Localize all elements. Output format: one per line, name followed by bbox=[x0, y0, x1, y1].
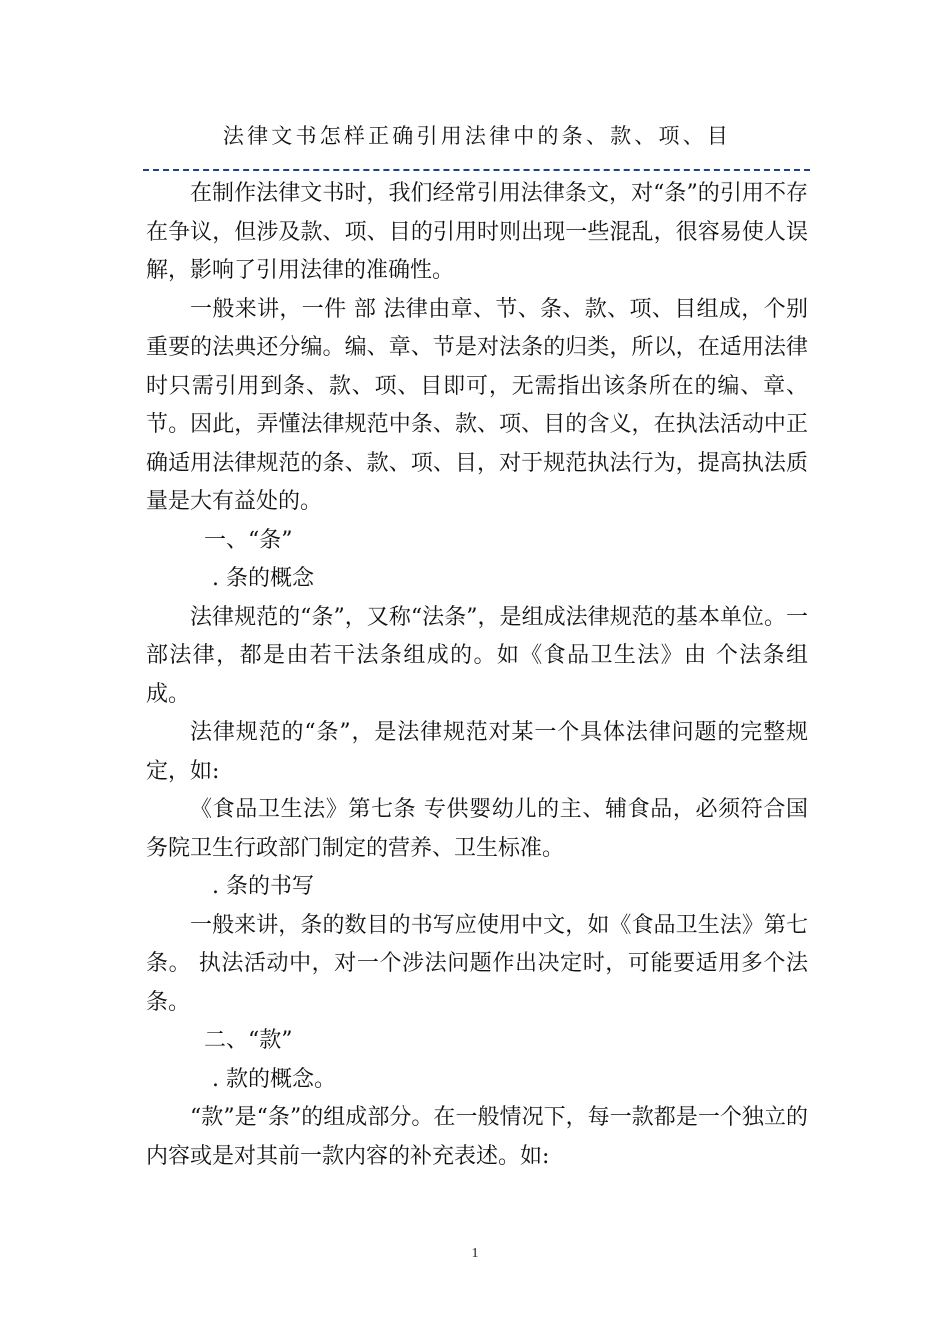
header-divider bbox=[143, 169, 810, 171]
section-heading-kuan: 二、“款” bbox=[204, 1028, 293, 1053]
paragraph-tiao-definition: 法律规范的“条”，又称“法条”，是组成法律规范的基本单位。一部法律，都是由若干法条组成的。如《食品卫生法》由 个法条组成。 bbox=[146, 604, 808, 707]
paragraph-kuan-definition: “款”是“条”的组成部分。在一般情况下，每一款都是一个独立的内容或是对其前一款内容的补充表述。如: bbox=[146, 1105, 808, 1169]
paragraph-tiao-writing: 一般来讲，条的数目的书写应使用中文，如《食品卫生法》第七条。 执法活动中，对一个涉法问题作出决定时，可能要适用多个法条。 bbox=[146, 912, 808, 1015]
subsection-heading-kuan-concept: . 款的概念。 bbox=[212, 1066, 336, 1092]
paragraph-intro: 在制作法律文书时，我们经常引用法律条文，对“条”的引用不存在争议，但涉及款、项、目的引用时则出现一些混乱，很容易使人误解，影响了引用法律的准确性。 bbox=[146, 181, 808, 283]
subsection-heading-tiao-writing: . 条的书写 bbox=[212, 874, 314, 899]
section-heading-tiao: 一、“条” bbox=[204, 527, 293, 553]
page-header bbox=[146, 0, 808, 172]
page-number: 1 bbox=[471, 1246, 479, 1261]
subsection-heading-tiao-concept: . 条的概念 bbox=[212, 566, 314, 591]
paragraph-tiao-complete: 法律规范的“条”，是法律规范对某一个具体法律问题的完整规定，如: bbox=[146, 720, 808, 784]
paragraph-food-law-example: 《食品卫生法》第七条 专供婴幼儿的主、辅食品，必须符合国务院卫生行政部门制定的营养、卫生标准。 bbox=[146, 797, 808, 861]
document-title: 法律文书怎样正确引用法律中的条、款、项、目 bbox=[222, 124, 732, 148]
paragraph-composition: 一般来讲，一件 部 法律由章、节、条、款、项、目组成，个别重要的法典还分编。编、章、节是对法条的归类，所以，在适用法律时只需引用到条、款、项、目即可，无需指出该条所在的编、章、节。因此，弄懂法律规范中条、款、项、目的含义，在执法活动中正确适用法律规范的条、款、项、目，对于规范执法行为，提高执法质量是大有益处的。 bbox=[146, 296, 808, 514]
document-body bbox=[146, 175, 808, 1176]
